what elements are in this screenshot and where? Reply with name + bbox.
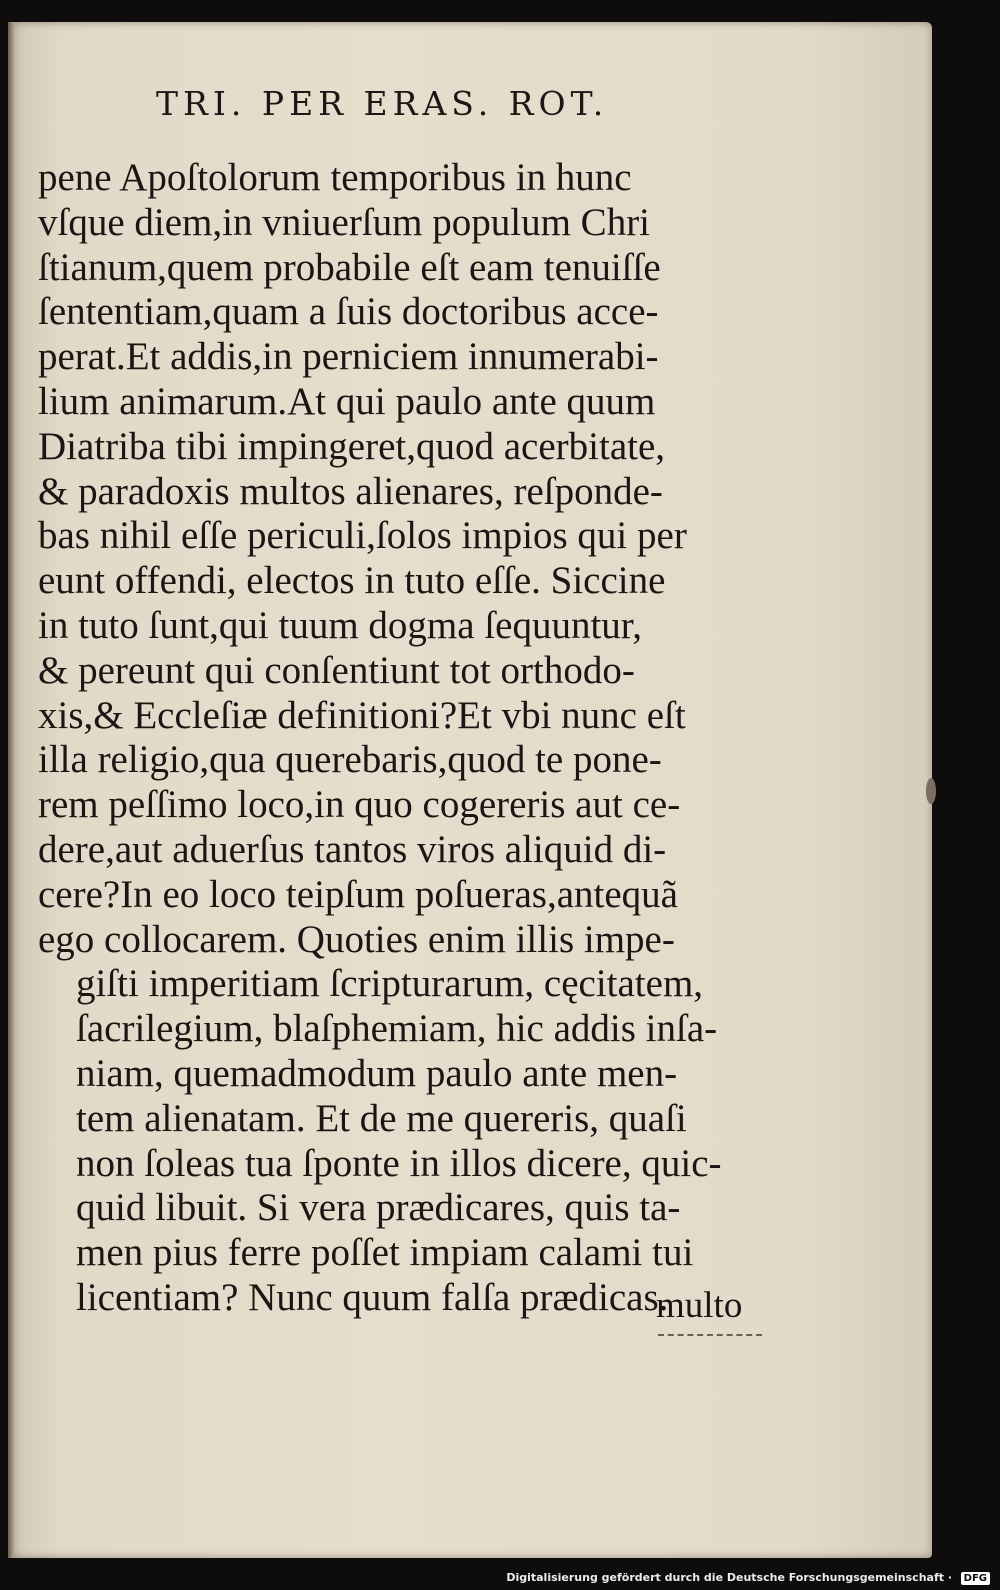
catchword-rule bbox=[658, 1334, 762, 1336]
text-line: rem peſſimo loco,in quo cogereris aut ce- bbox=[38, 783, 681, 827]
page-binding-edge bbox=[8, 22, 14, 1558]
text-line: ſtianum,quem probabile eſt eam tenuiſſe bbox=[38, 245, 661, 289]
dfg-logo-icon: DFG bbox=[961, 1572, 990, 1585]
text-line: tem alienatam. Et de me quereris, quaſi bbox=[76, 1096, 687, 1140]
text-line: & paradoxis multos alienares, reſponde- bbox=[38, 469, 663, 513]
text-line: in tuto ſunt,qui tuum dogma ſequuntur, bbox=[38, 603, 642, 647]
text-line: giſti imperitiam ſcripturarum, cęcitatem, bbox=[76, 962, 704, 1006]
funding-credit: Digitalisierung gefördert durch die Deutsche Forschungsgemeinschaft · bbox=[506, 1571, 952, 1584]
text-line: Diatriba tibi impingeret,quod acerbitate, bbox=[38, 424, 666, 468]
text-line: cere?In eo loco teipſum poſueras,antequã bbox=[38, 872, 678, 916]
text-line: illa religio,qua querebaris,quod te pone- bbox=[38, 738, 662, 782]
text-line: non ſoleas tua ſponte in illos dicere, quic- bbox=[76, 1141, 722, 1185]
text-line: niam, quemadmodum paulo ante men- bbox=[76, 1051, 678, 1095]
text-line: men pius ferre poſſet impiam calami tui bbox=[76, 1231, 694, 1275]
text-line: & pereunt qui conſentiunt tot orthodo- bbox=[38, 648, 635, 692]
page-edge-mark bbox=[926, 778, 936, 804]
text-line: pene Apoſtolorum temporibus in hunc bbox=[38, 156, 632, 199]
text-line: ſacrilegium, blaſphemiam, hic addis inſa- bbox=[76, 1007, 718, 1051]
text-line: xis,& Eccleſiæ definitioni?Et vbi nunc eſt bbox=[38, 693, 686, 737]
text-line: perat.Et addis,in perniciem innumerabi- bbox=[38, 335, 659, 379]
book-page bbox=[8, 22, 932, 1558]
body-text bbox=[38, 156, 778, 1321]
text-line: ego collocarem. Quoties enim illis impe- bbox=[38, 917, 675, 961]
text-line: eunt offendi, electos in tuto eſſe. Siccine bbox=[38, 559, 666, 603]
footer-bar bbox=[0, 1564, 1000, 1590]
text-line: bas nihil eſſe periculi,ſolos impios qui per bbox=[38, 514, 687, 558]
running-head: TRI. PER ERAS. ROT. bbox=[156, 84, 609, 123]
text-line: lium animarum.At qui paulo ante quum bbox=[38, 379, 656, 423]
text-line: vſque diem,in vniuerſum populum Chri bbox=[38, 200, 651, 244]
text-line: licentiam? Nunc quum falſa prædicas. bbox=[76, 1275, 669, 1319]
text-line: quid libuit. Si vera prædicares, quis ta- bbox=[76, 1186, 681, 1230]
text-line: ſententiam,quam a ſuis doctoribus acce- bbox=[38, 290, 659, 334]
text-line: dere,aut aduerſus tantos viros aliquid di- bbox=[38, 827, 667, 871]
catchword: multo bbox=[656, 1285, 743, 1326]
